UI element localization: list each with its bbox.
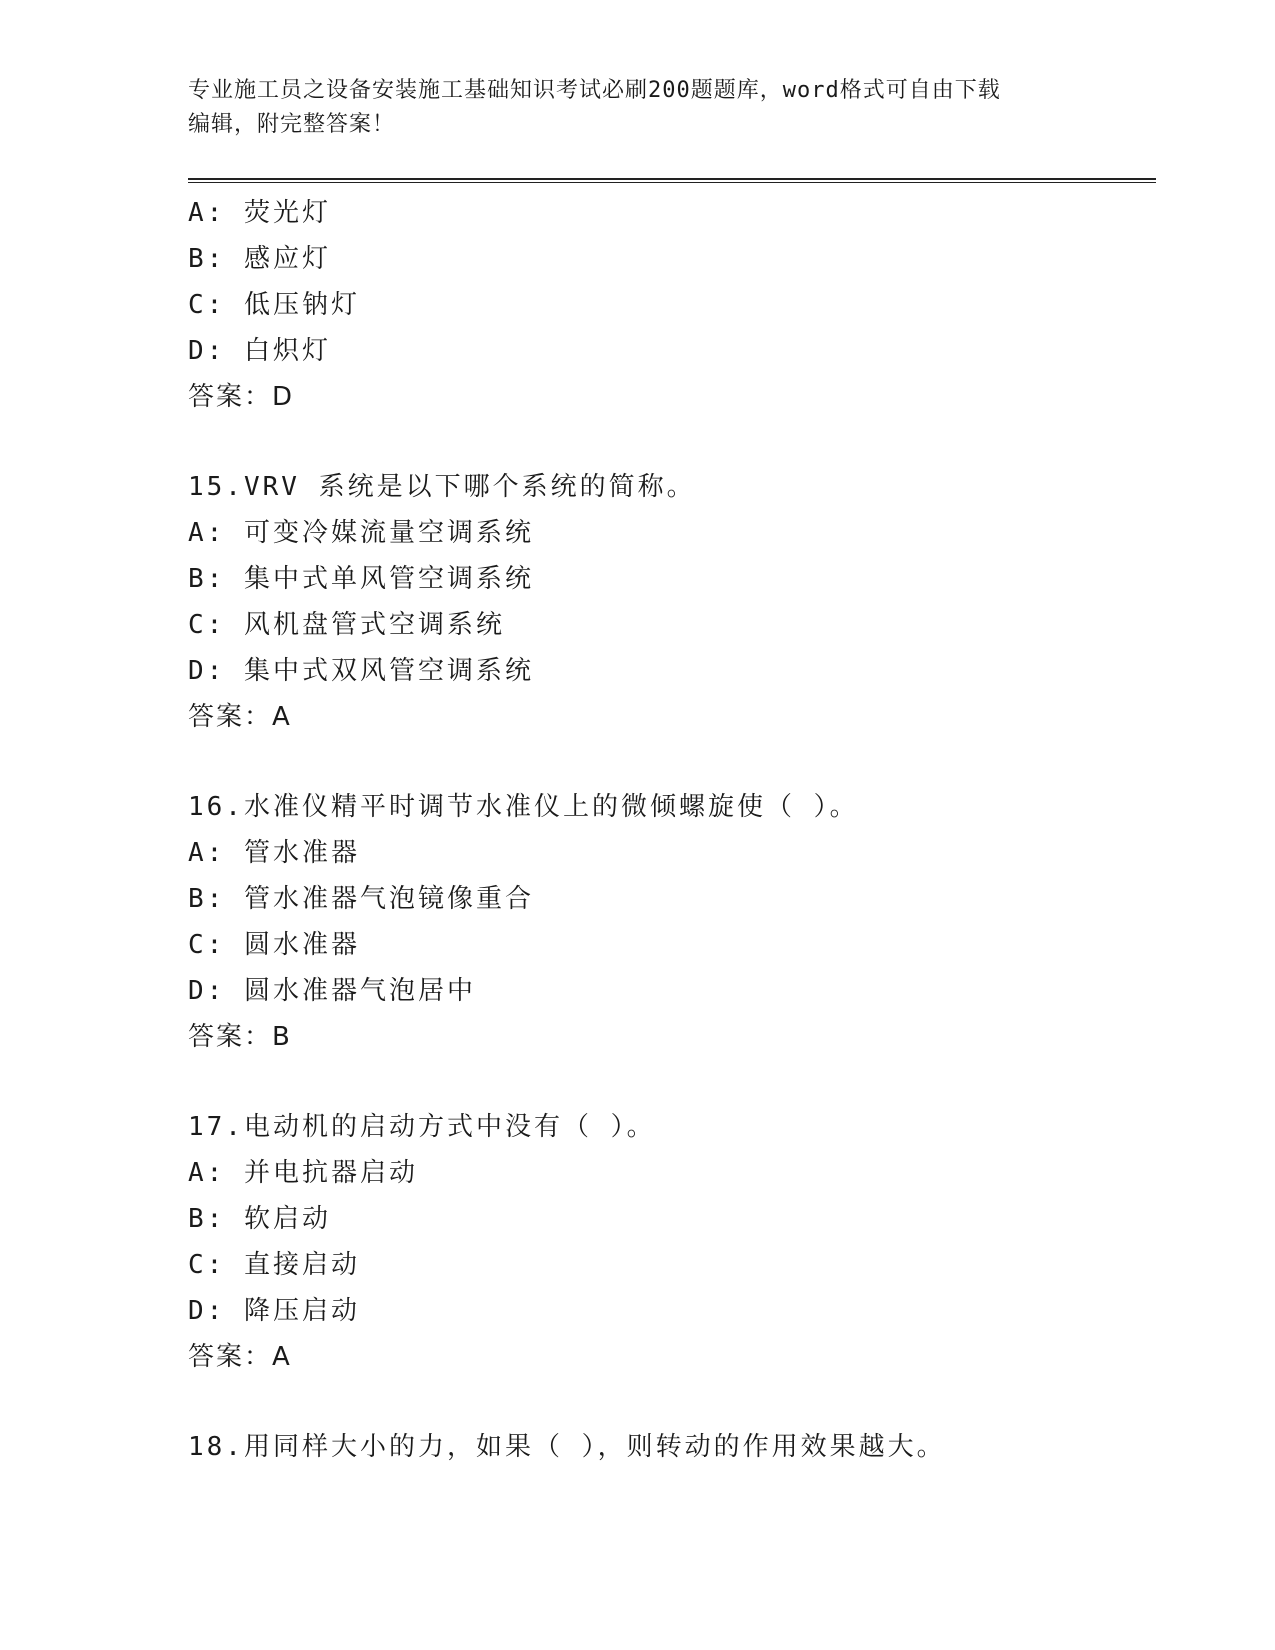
header-title-line1: 专业施工员之设备安装施工基础知识考试必刷200题题库，word格式可自由下载 [188, 78, 1001, 103]
option-a: A: 管水准器 [188, 838, 360, 868]
header-title-line2: 编辑，附完整答案！ [188, 112, 396, 137]
option-c: C: 低压钠灯 [188, 290, 360, 320]
option-b: B: 管水准器气泡镜像重合 [188, 884, 534, 914]
question-stem: 15.VRV 系统是以下哪个系统的简称。 [188, 472, 696, 502]
question-list [188, 190, 1156, 1470]
document-header [188, 74, 1088, 142]
option-c: C: 圆水准器 [188, 930, 360, 960]
question-17 [188, 1104, 1156, 1380]
option-c: C: 直接启动 [188, 1250, 360, 1280]
option-d: D: 圆水准器气泡居中 [188, 976, 476, 1006]
option-a: A: 荧光灯 [188, 198, 331, 228]
question-14 [188, 190, 1156, 420]
option-a: A: 可变冷媒流量空调系统 [188, 518, 534, 548]
question-15 [188, 464, 1156, 740]
option-b: B: 软启动 [188, 1204, 331, 1234]
header-divider [188, 178, 1156, 183]
option-b: B: 感应灯 [188, 244, 331, 274]
option-d: D: 降压启动 [188, 1296, 360, 1326]
question-stem: 17.电动机的启动方式中没有（ ）。 [188, 1112, 656, 1142]
option-c: C: 风机盘管式空调系统 [188, 610, 505, 640]
question-16 [188, 784, 1156, 1060]
answer-line: 答案：A [188, 702, 292, 732]
option-d: D: 集中式双风管空调系统 [188, 656, 534, 686]
option-d: D: 白炽灯 [188, 336, 331, 366]
option-b: B: 集中式单风管空调系统 [188, 564, 534, 594]
answer-line: 答案：D [188, 382, 295, 412]
question-stem: 18.用同样大小的力，如果（ ），则转动的作用效果越大。 [188, 1432, 946, 1462]
question-stem: 16.水准仪精平时调节水准仪上的微倾螺旋使（ ）。 [188, 792, 859, 822]
question-18 [188, 1424, 1156, 1470]
answer-line: 答案：A [188, 1342, 292, 1372]
option-a: A: 并电抗器启动 [188, 1158, 418, 1188]
answer-line: 答案：B [188, 1022, 292, 1052]
